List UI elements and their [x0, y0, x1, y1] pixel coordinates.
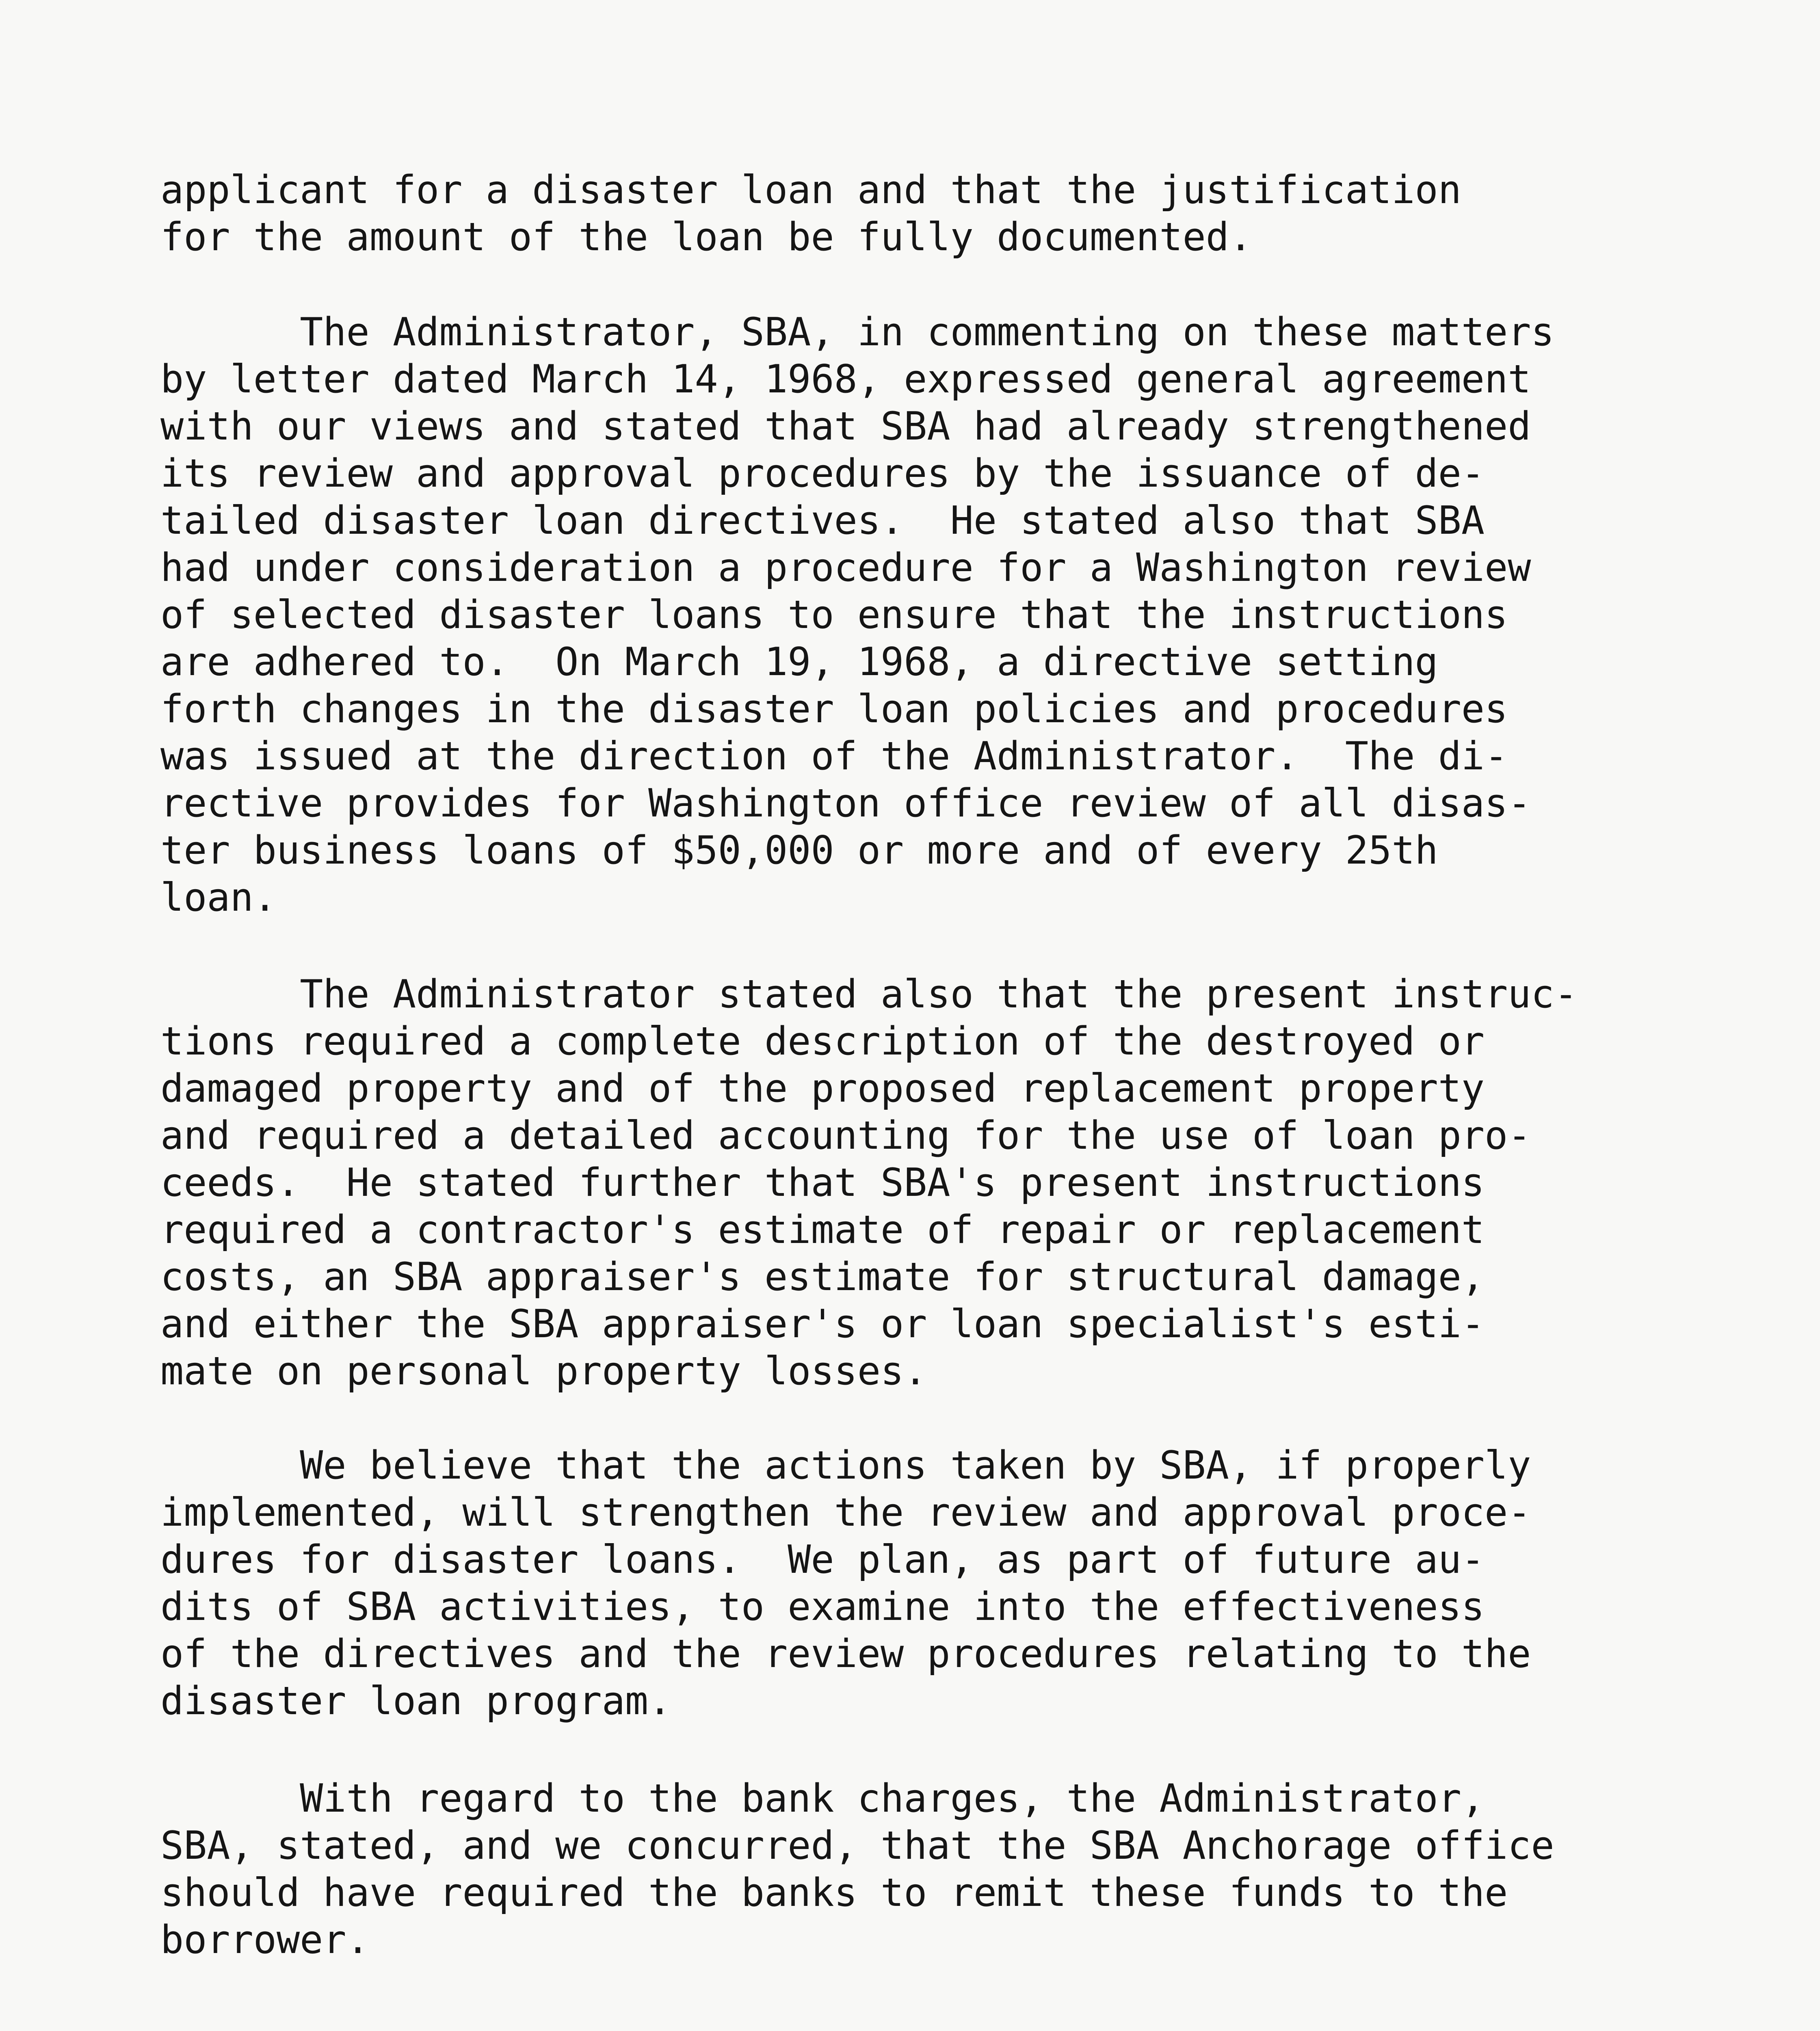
text-line: The Administrator, SBA, in commenting on these matters: [160, 310, 1554, 355]
text-line: tions required a complete description of the destroyed or: [160, 1019, 1485, 1064]
text-line: and required a detailed accounting for the use of loan pro-: [160, 1113, 1531, 1158]
text-line: was issued at the direction of the Administrator. The di-: [160, 734, 1508, 779]
paragraph-3: [160, 971, 1578, 1395]
paragraph-4: [160, 1442, 1531, 1725]
text-line: disaster loan program.: [160, 1679, 672, 1724]
text-line: are adhered to. On March 19, 1968, a directive setting: [160, 640, 1438, 684]
text-line: loan.: [160, 875, 277, 920]
paragraph-5: [160, 1775, 1554, 1964]
text-line: costs, an SBA appraiser's estimate for structural damage,: [160, 1255, 1485, 1299]
text-line: required a contractor's estimate of repair or replacement: [160, 1208, 1485, 1252]
text-line: dures for disaster loans. We plan, as part of future au-: [160, 1537, 1485, 1582]
text-line: for the amount of the loan be fully documented.: [160, 215, 1253, 260]
text-line: We believe that the actions taken by SBA, if properly: [160, 1443, 1531, 1488]
text-line: ceeds. He stated further that SBA's present instructions: [160, 1161, 1485, 1205]
text-line: by letter dated March 14, 1968, expressed general agreement: [160, 357, 1531, 402]
text-line: of the directives and the review procedures relating to the: [160, 1632, 1531, 1676]
text-line: rective provides for Washington office review of all disas-: [160, 781, 1531, 826]
text-line: With regard to the bank charges, the Administrator,: [160, 1776, 1485, 1821]
paragraph-1: [160, 167, 1461, 261]
text-line: forth changes in the disaster loan policies and procedures: [160, 687, 1508, 732]
text-line: mate on personal property losses.: [160, 1349, 927, 1394]
text-line: had under consideration a procedure for a Washington review: [160, 546, 1531, 590]
text-line: with our views and stated that SBA had already strengthened: [160, 404, 1531, 449]
text-line: applicant for a disaster loan and that the justification: [160, 168, 1461, 212]
paragraph-2: [160, 309, 1554, 921]
text-line: should have required the banks to remit these funds to the: [160, 1871, 1508, 1915]
text-line: SBA, stated, and we concurred, that the SBA Anchorage office: [160, 1823, 1554, 1868]
text-line: damaged property and of the proposed replacement property: [160, 1066, 1485, 1111]
text-line: The Administrator stated also that the present instruc-: [160, 972, 1578, 1017]
text-line: ter business loans of $50,000 or more and of every 25th: [160, 828, 1438, 873]
text-line: implemented, will strengthen the review and approval proce-: [160, 1490, 1531, 1535]
text-line: and either the SBA appraiser's or loan specialist's esti-: [160, 1302, 1485, 1347]
text-line: borrower.: [160, 1918, 370, 1962]
text-line: tailed disaster loan directives. He stated also that SBA: [160, 498, 1485, 543]
text-line: its review and approval procedures by the issuance of de-: [160, 451, 1485, 496]
text-line: of selected disaster loans to ensure that the instructions: [160, 593, 1508, 637]
text-line: dits of SBA activities, to examine into the effectiveness: [160, 1585, 1485, 1629]
